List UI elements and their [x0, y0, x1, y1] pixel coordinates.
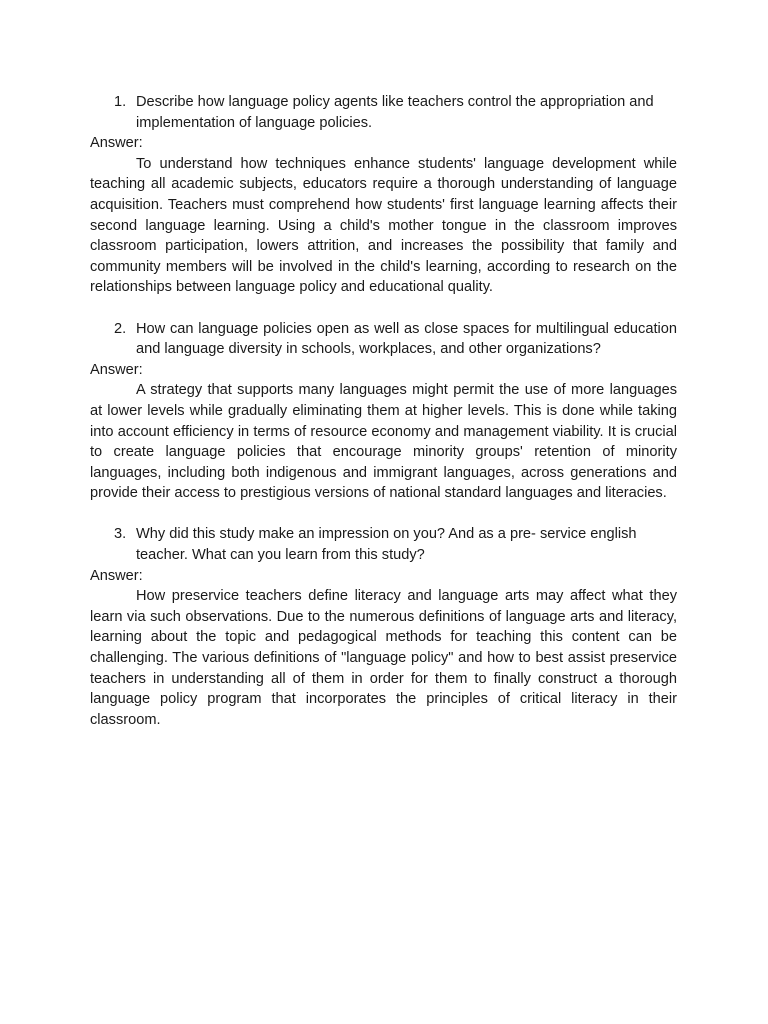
- answer-label: Answer:: [90, 361, 143, 378]
- qa-item-3: [90, 524, 677, 730]
- question-1: [90, 92, 677, 133]
- answer-label: Answer:: [90, 567, 143, 584]
- question-number: 1.: [114, 94, 127, 110]
- qa-item-2: [90, 319, 677, 504]
- document-page: [90, 92, 677, 751]
- question-3: [90, 524, 677, 565]
- answer-text: A strategy that supports many languages might permit the use of more languages at lower levels while gradually eliminating them at higher levels. This is done while taking into account efficiency in terms of resource economy and management viability. It is crucial to create language policies that encourage minority groups' retention of minority languages, including both indigenous and immigrant languages, across generations and provide their access to prestigious versions of national standard languages and literacies.: [90, 382, 677, 502]
- question-text: Describe how language policy agents like teachers control the appropriation and implementation of language policies.: [136, 94, 654, 131]
- question-number: 2.: [114, 320, 127, 337]
- answer-text: How preservice teachers define literacy and language arts may affect what they learn via such observations. Due to the numerous definitions of language arts and literacy, learning about the topic and pedagogical methods for teaching this content can be challenging. The various definitions of "language policy" and how to best assist preservice teachers in understanding all of them in order for them to finally construct a thorough language policy program that incorporates the principles of critical literacy in their classroom.: [90, 588, 677, 728]
- question-text: Why did this study make an impression on you? And as a pre- service english teacher. What can you learn from this study?: [136, 526, 637, 564]
- answer-text: To understand how techniques enhance students' language development while teaching all academic subjects, educators require a thorough understanding of language acquisition. Teachers must comprehend how students' first language learning affects their second language learning. Using a child's mother tongue in the classroom improves classroom participation, lowers attrition, and increases the possibility that family and community members will be involved in the child's learning, according to research on the relationships between language policy and educational quality.: [90, 155, 677, 296]
- answer-label: Answer:: [90, 135, 143, 152]
- question-text: How can language policies open as well as close spaces for multilingual education and language diversity in schools, workplaces, and other organizations?: [136, 320, 677, 358]
- question-2: [90, 319, 677, 360]
- qa-item-1: [90, 92, 677, 298]
- question-number: 3.: [114, 526, 127, 543]
